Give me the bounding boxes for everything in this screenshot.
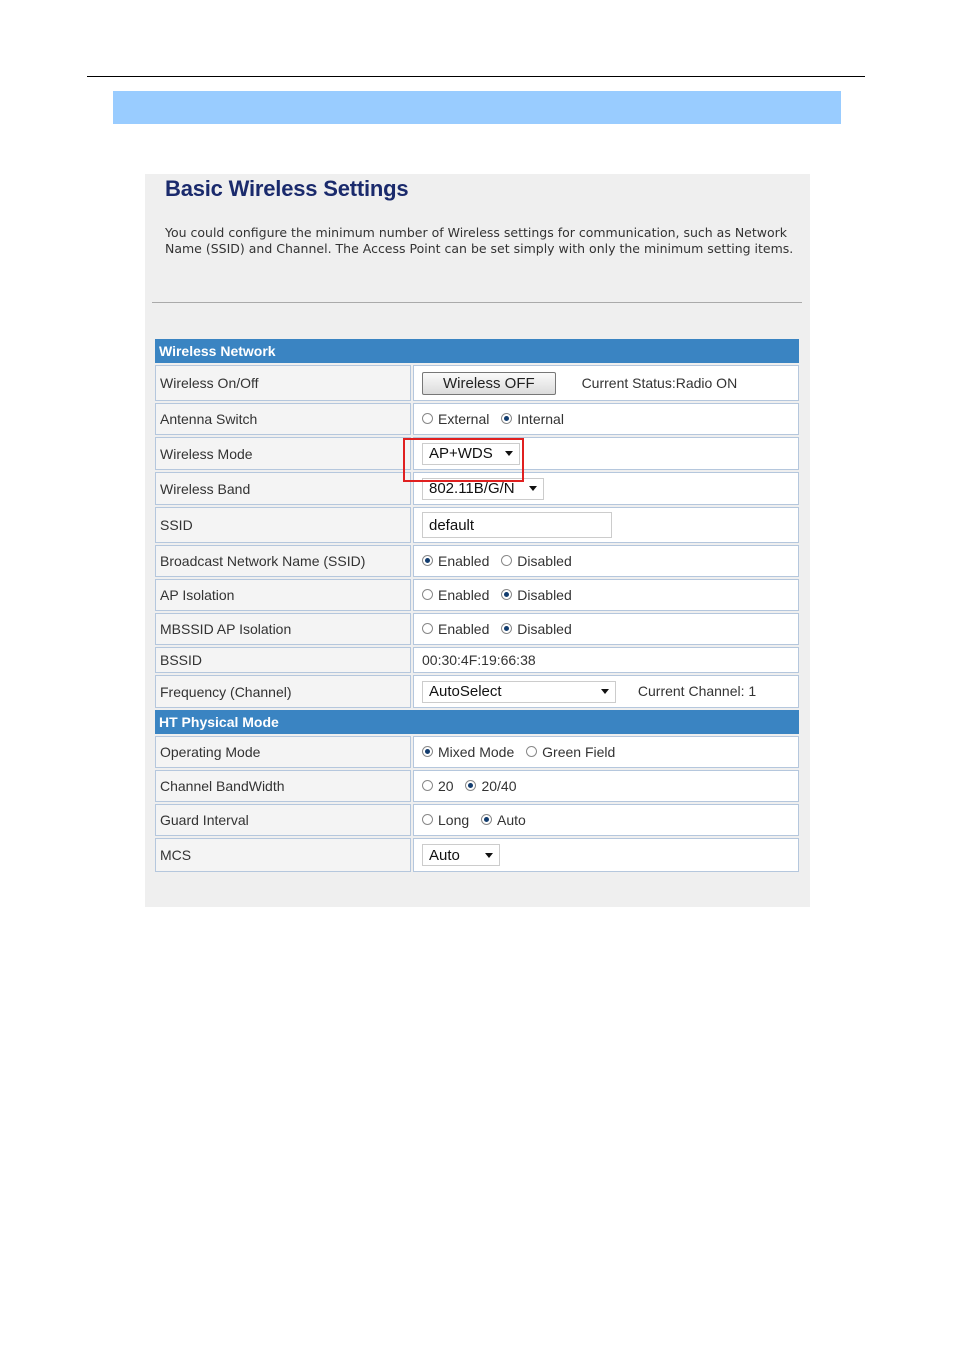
- ap-isolation-label: AP Isolation: [155, 579, 411, 611]
- ssid-input[interactable]: default: [422, 512, 612, 538]
- wireless-mode-select[interactable]: AP+WDS: [422, 443, 520, 465]
- bssid-label: BSSID: [155, 647, 411, 673]
- guard-long-option[interactable]: Long: [422, 812, 469, 828]
- row-broadcast-ssid: [155, 545, 799, 577]
- row-operating-mode: [155, 736, 799, 768]
- radio-icon[interactable]: [422, 814, 433, 825]
- settings-panel: [145, 174, 810, 907]
- radio-icon[interactable]: [422, 780, 433, 791]
- mixed-mode-option[interactable]: Mixed Mode: [422, 744, 514, 760]
- radio-icon[interactable]: [422, 589, 433, 600]
- mbssid-disabled-option[interactable]: Disabled: [501, 621, 571, 637]
- broadcast-disabled-option[interactable]: Disabled: [501, 553, 571, 569]
- chevron-down-icon: [529, 486, 537, 491]
- header-band: [113, 91, 841, 124]
- bandwidth-2040-option[interactable]: 20/40: [465, 778, 516, 794]
- row-bssid: [155, 647, 799, 673]
- antenna-switch-label: Antenna Switch: [155, 403, 411, 435]
- channel-bandwidth-label: Channel BandWidth: [155, 770, 411, 802]
- row-ap-isolation: [155, 579, 799, 611]
- divider: [152, 302, 802, 303]
- ssid-label: SSID: [155, 507, 411, 543]
- frequency-label: Frequency (Channel): [155, 675, 411, 708]
- row-mbssid-isolation: [155, 613, 799, 645]
- wireless-mode-label: Wireless Mode: [155, 437, 411, 470]
- row-channel-bandwidth: [155, 770, 799, 802]
- mcs-select[interactable]: Auto: [422, 844, 500, 866]
- radio-selected-icon[interactable]: [422, 555, 433, 566]
- row-frequency: [155, 675, 799, 708]
- chevron-down-icon: [601, 689, 609, 694]
- green-field-option[interactable]: Green Field: [526, 744, 615, 760]
- ap-isolation-disabled-option[interactable]: Disabled: [501, 587, 571, 603]
- wireless-band-label: Wireless Band: [155, 472, 411, 505]
- radio-icon[interactable]: [422, 413, 433, 424]
- radio-selected-icon[interactable]: [501, 623, 512, 634]
- radio-status-text: Current Status:Radio ON: [581, 375, 738, 391]
- section-title: Wireless Network: [155, 339, 799, 363]
- settings-table: [153, 337, 801, 874]
- row-antenna-switch: [155, 403, 799, 435]
- row-ssid: [155, 507, 799, 543]
- row-wireless-onoff: [155, 365, 799, 401]
- section-ht-physical-mode: [155, 710, 799, 734]
- wireless-band-select[interactable]: 802.11B/G/N: [422, 478, 544, 500]
- mbssid-isolation-label: MBSSID AP Isolation: [155, 613, 411, 645]
- broadcast-enabled-option[interactable]: Enabled: [422, 553, 489, 569]
- wireless-onoff-label: Wireless On/Off: [155, 365, 411, 401]
- radio-selected-icon[interactable]: [465, 780, 476, 791]
- bandwidth-20-option[interactable]: 20: [422, 778, 454, 794]
- antenna-internal-option[interactable]: Internal: [501, 411, 564, 427]
- radio-icon[interactable]: [526, 746, 537, 757]
- section-wireless-network: [155, 339, 799, 363]
- antenna-external-option[interactable]: External: [422, 411, 489, 427]
- chevron-down-icon: [485, 853, 493, 858]
- ap-isolation-enabled-option[interactable]: Enabled: [422, 587, 489, 603]
- frequency-select[interactable]: AutoSelect: [422, 681, 616, 703]
- mcs-label: MCS: [155, 838, 411, 872]
- bssid-value: 00:30:4F:19:66:38: [413, 647, 799, 673]
- radio-icon[interactable]: [501, 555, 512, 566]
- wireless-off-button[interactable]: Wireless OFF: [422, 372, 556, 395]
- row-mcs: [155, 838, 799, 872]
- radio-selected-icon[interactable]: [481, 814, 492, 825]
- current-channel-text: Current Channel: 1: [637, 683, 757, 699]
- radio-selected-icon[interactable]: [501, 413, 512, 424]
- broadcast-ssid-label: Broadcast Network Name (SSID): [155, 545, 411, 577]
- section-title: HT Physical Mode: [155, 710, 799, 734]
- top-rule: [87, 76, 865, 77]
- operating-mode-label: Operating Mode: [155, 736, 411, 768]
- radio-selected-icon[interactable]: [422, 746, 433, 757]
- radio-icon[interactable]: [422, 623, 433, 634]
- row-guard-interval: [155, 804, 799, 836]
- radio-selected-icon[interactable]: [501, 589, 512, 600]
- page-title: Basic Wireless Settings: [165, 176, 409, 201]
- guard-interval-label: Guard Interval: [155, 804, 411, 836]
- mbssid-enabled-option[interactable]: Enabled: [422, 621, 489, 637]
- wireless-mode-highlight-box: [403, 438, 524, 482]
- page-description: You could configure the minimum number of Wireless settings for communication, such as Network Name (SSID) and Channel. The Access Point can be set simply with only the minimum setting items.: [165, 225, 794, 256]
- guard-auto-option[interactable]: Auto: [481, 812, 526, 828]
